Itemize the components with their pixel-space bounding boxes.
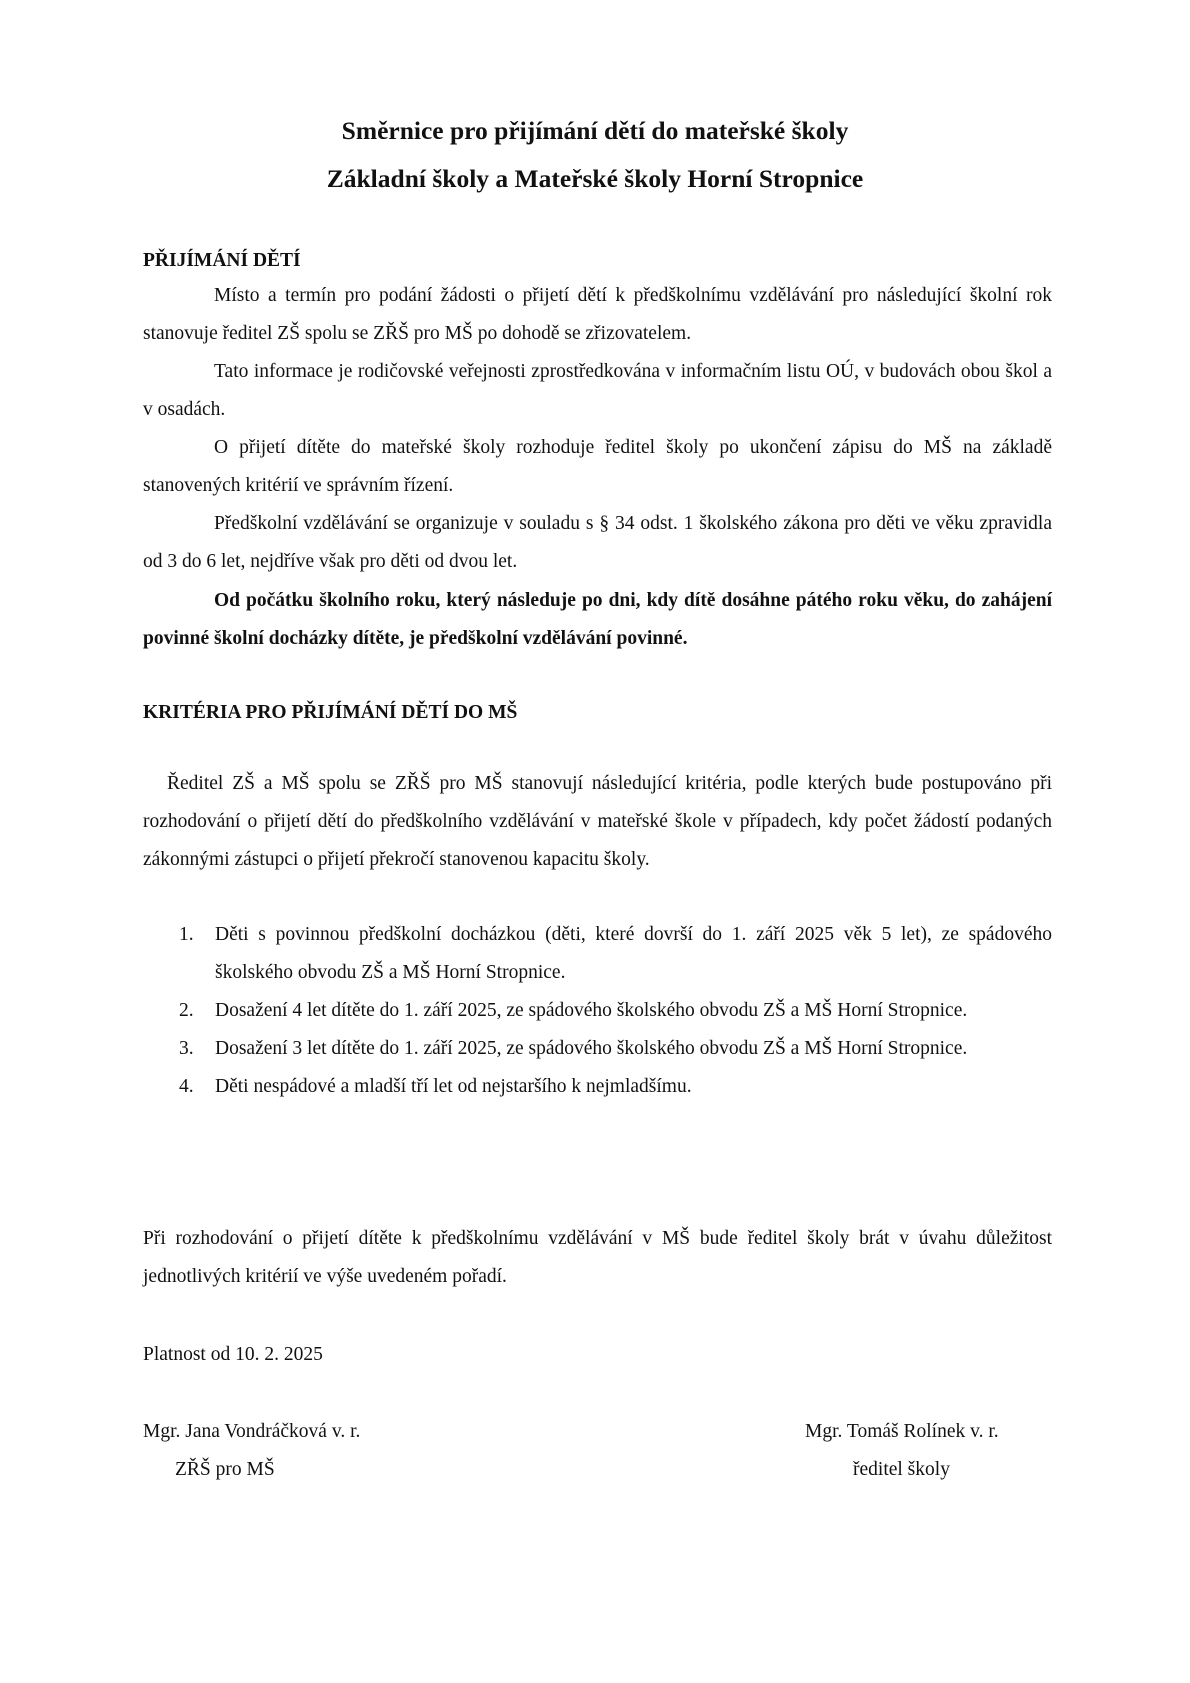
- criteria-item-text: Dosažení 4 let dítěte do 1. září 2025, ze spádového školského obvodu ZŠ a MŠ Horní Stropnice.: [215, 1000, 968, 1021]
- signature-left-role: ZŘŠ pro MŠ: [175, 1459, 275, 1480]
- document-title-line2: Základní školy a Mateřské školy Horní Stropnice: [326, 164, 864, 193]
- paragraph-mandatory-education: Od počátku školního roku, který následuje po dni, kdy dítě dosáhne pátého roku věku, do zahájení povinné školní docházky dítěte, je předškolní vzdělávání povinné.: [143, 590, 1052, 649]
- criteria-item-text: Děti s povinnou předškolní docházkou (děti, které dovrší do 1. září 2025 věk 5 let), ze spádového školského obvodu ZŠ a MŠ Horní Stropnice.: [215, 924, 1052, 983]
- paragraph-criteria-closing: Při rozhodování o přijetí dítěte k předškolnímu vzdělávání v MŠ bude ředitel školy brát v úvahu důležitost jednotlivých kritérií ve výše uvedeném pořadí.: [143, 1228, 1052, 1287]
- signature-right-name: Mgr. Tomáš Rolínek v. r.: [805, 1421, 999, 1442]
- criteria-item-text: Děti nespádové a mladší tří let od nejstaršího k nejmladšímu.: [215, 1076, 692, 1097]
- paragraph-criteria-intro: Ředitel ZŠ a MŠ spolu se ZŘŠ pro MŠ stanovují následující kritéria, podle kterých bude postupováno při rozhodování o přijetí dětí do předškolního vzdělávání v mateřské škole v případech, kdy počet žádostí podaných zákonnými zástupci o přijetí překročí stanovenou kapacitu školy.: [143, 773, 1052, 870]
- section-heading-criteria: KRITÉRIA PRO PŘIJÍMÁNÍ DĚTÍ DO MŠ: [143, 702, 518, 723]
- criteria-item-number: 2.: [179, 1000, 194, 1021]
- document-title-line1: Směrnice pro přijímání dětí do mateřské školy: [341, 116, 849, 145]
- criteria-list: [143, 916, 1052, 1106]
- signature-right-role: ředitel školy: [853, 1459, 950, 1480]
- signature-left-name: Mgr. Jana Vondráčková v. r.: [143, 1421, 361, 1442]
- criteria-item: [143, 916, 1052, 992]
- paragraph-application-place: Místo a termín pro podání žádosti o přijetí dětí k předškolnímu vzdělávání pro následující školní rok stanovuje ředitel ZŠ spolu se ZŘŠ pro MŠ po dohodě se zřizovatelem.: [143, 285, 1052, 344]
- criteria-item: [143, 1030, 1052, 1068]
- paragraph-information: Tato informace je rodičovské veřejnosti zprostředkována v informačním listu OÚ, v budovách obou škol a v osadách.: [143, 361, 1052, 420]
- criteria-item: [143, 992, 1052, 1030]
- criteria-item-number: 1.: [179, 924, 194, 945]
- validity-date: Platnost od 10. 2. 2025: [143, 1344, 323, 1365]
- paragraph-decision: O přijetí dítěte do mateřské školy rozhoduje ředitel školy po ukončení zápisu do MŠ na základě stanovených kritérií ve správním řízení.: [143, 437, 1052, 496]
- criteria-item: [143, 1068, 1052, 1106]
- paragraph-organization: Předškolní vzdělávání se organizuje v souladu s § 34 odst. 1 školského zákona pro děti ve věku zpravidla od 3 do 6 let, nejdříve však pro děti od dvou let.: [143, 513, 1052, 572]
- criteria-item-number: 4.: [179, 1076, 194, 1097]
- criteria-item-text: Dosažení 3 let dítěte do 1. září 2025, ze spádového školského obvodu ZŠ a MŠ Horní Stropnice.: [215, 1038, 968, 1059]
- criteria-item-number: 3.: [179, 1038, 194, 1059]
- section-heading-admission: PŘIJÍMÁNÍ DĚTÍ: [143, 250, 301, 271]
